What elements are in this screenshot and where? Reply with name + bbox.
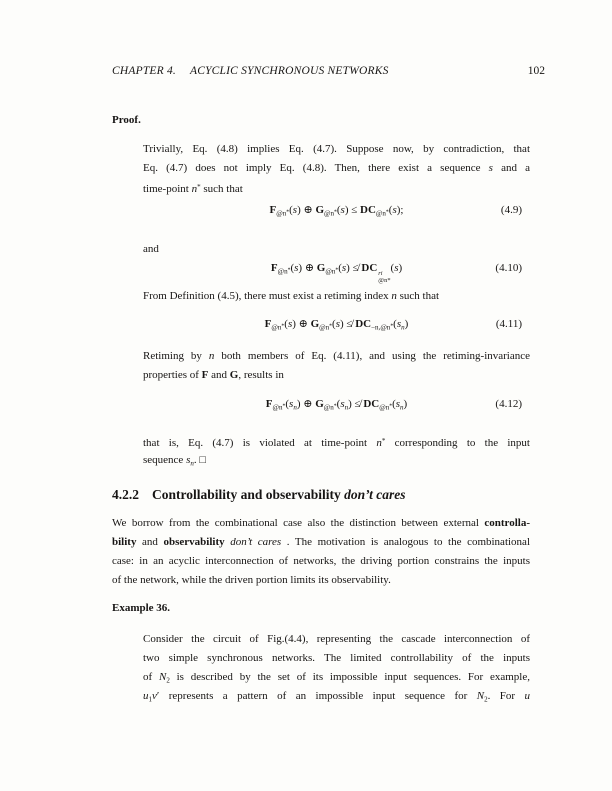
running-header-text (112, 64, 389, 79)
text-line: Consider the circuit of Fig.(4.4), representing the cascade interconnection of (143, 633, 530, 645)
text-line: Trivially, Eq. (4.8) implies Eq. (4.7). Suppose now, by contradiction, that (143, 143, 530, 155)
proof-paragraph-3 (143, 347, 530, 385)
text-line: bility and observability don’t cares . The motivation is analogous to the combinational (112, 536, 530, 548)
text-line: sequence $s_n$. □ (143, 454, 207, 468)
text-line: Retiming by n both members of Eq. (4.11), and using the retiming-invariance (143, 350, 530, 362)
equation-4-10-number: (4.10) (495, 262, 522, 274)
text-line: two simple synchronous networks. The limited controllability of the inputs (143, 652, 530, 664)
equation-4-11-body: $F_{@n}*(s)$ ⊕ $G_{@n}*(s)$ ≰ $DC_{-n,@n}*(s_n)$ (264, 318, 409, 332)
text-line: time-point n* such that (143, 182, 243, 195)
equation-4-12 (143, 394, 530, 414)
text-line: that is, Eq. (4.7) is violated at time-point n* corresponding to the input (143, 436, 530, 449)
equation-4-11 (143, 314, 530, 334)
text-line: of the network, while the driven portion limits its observability. (112, 574, 391, 586)
connective-and (143, 240, 159, 259)
proof-paragraph-2 (143, 287, 530, 306)
equation-4-11-number: (4.11) (495, 318, 522, 330)
text-line: We borrow from the combinational case also the distinction between external controlla- (112, 517, 530, 529)
equation-4-10-body: $F_{@n}*(s)$ ⊕ $G_{@n}*(s)$ ≰ DC ri @n* (s) (270, 262, 403, 284)
text-line: and (143, 243, 159, 255)
example-label: Example 36. (112, 602, 171, 614)
proof-paragraph-1 (143, 140, 530, 197)
equation-4-10 (143, 258, 530, 284)
section-number: 4.2.2 (112, 487, 139, 502)
equation-4-12-body: $F_{@n}*(s_n)$ ⊕ $G_{@n}*(s_n)$ ≰ $DC_{@n}*(s_n)$ (265, 398, 408, 412)
equation-4-12-number: (4.12) (495, 398, 522, 410)
section-title: Controllability and observability don’t cares (152, 487, 406, 502)
running-header (112, 64, 545, 79)
proof-label: Proof. (112, 114, 141, 126)
section-heading (112, 486, 530, 503)
text-line: From Definition (4.5), there must exist a retiming index n such that (143, 290, 440, 302)
text-line: of $N_2$ is described by the set of its impossible input sequences. For example, (143, 671, 530, 685)
page-number: 102 (527, 65, 545, 77)
text-line: Eq. (4.7) does not imply Eq. (4.8). Then, there exist a sequence s and a (143, 162, 530, 174)
equation-4-9-body: $F_{@n}*(s)$ ⊕ $G_{@n}*(s) \le DC_{@n}*(s)$; (269, 204, 404, 218)
equation-4-9 (143, 200, 530, 220)
text-line: properties of F and G, results in (143, 369, 284, 381)
sup-sub-stack: ri @n* (378, 269, 391, 284)
proof-paragraph-4 (143, 432, 530, 470)
example-paragraph (143, 630, 530, 706)
text-line: $u_1v'$ represents a pattern of an impossible input sequence for $N_2$. For u (143, 690, 530, 704)
chapter-label: CHAPTER 4. (112, 65, 176, 77)
section-intro-paragraph (112, 514, 530, 590)
chapter-title: ACYCLIC SYNCHRONOUS NETWORKS (189, 65, 389, 77)
text-line: case: in an acyclic interconnection of networks, the driving portion constrains the inputs (112, 555, 530, 567)
equation-4-9-number: (4.9) (500, 204, 522, 216)
